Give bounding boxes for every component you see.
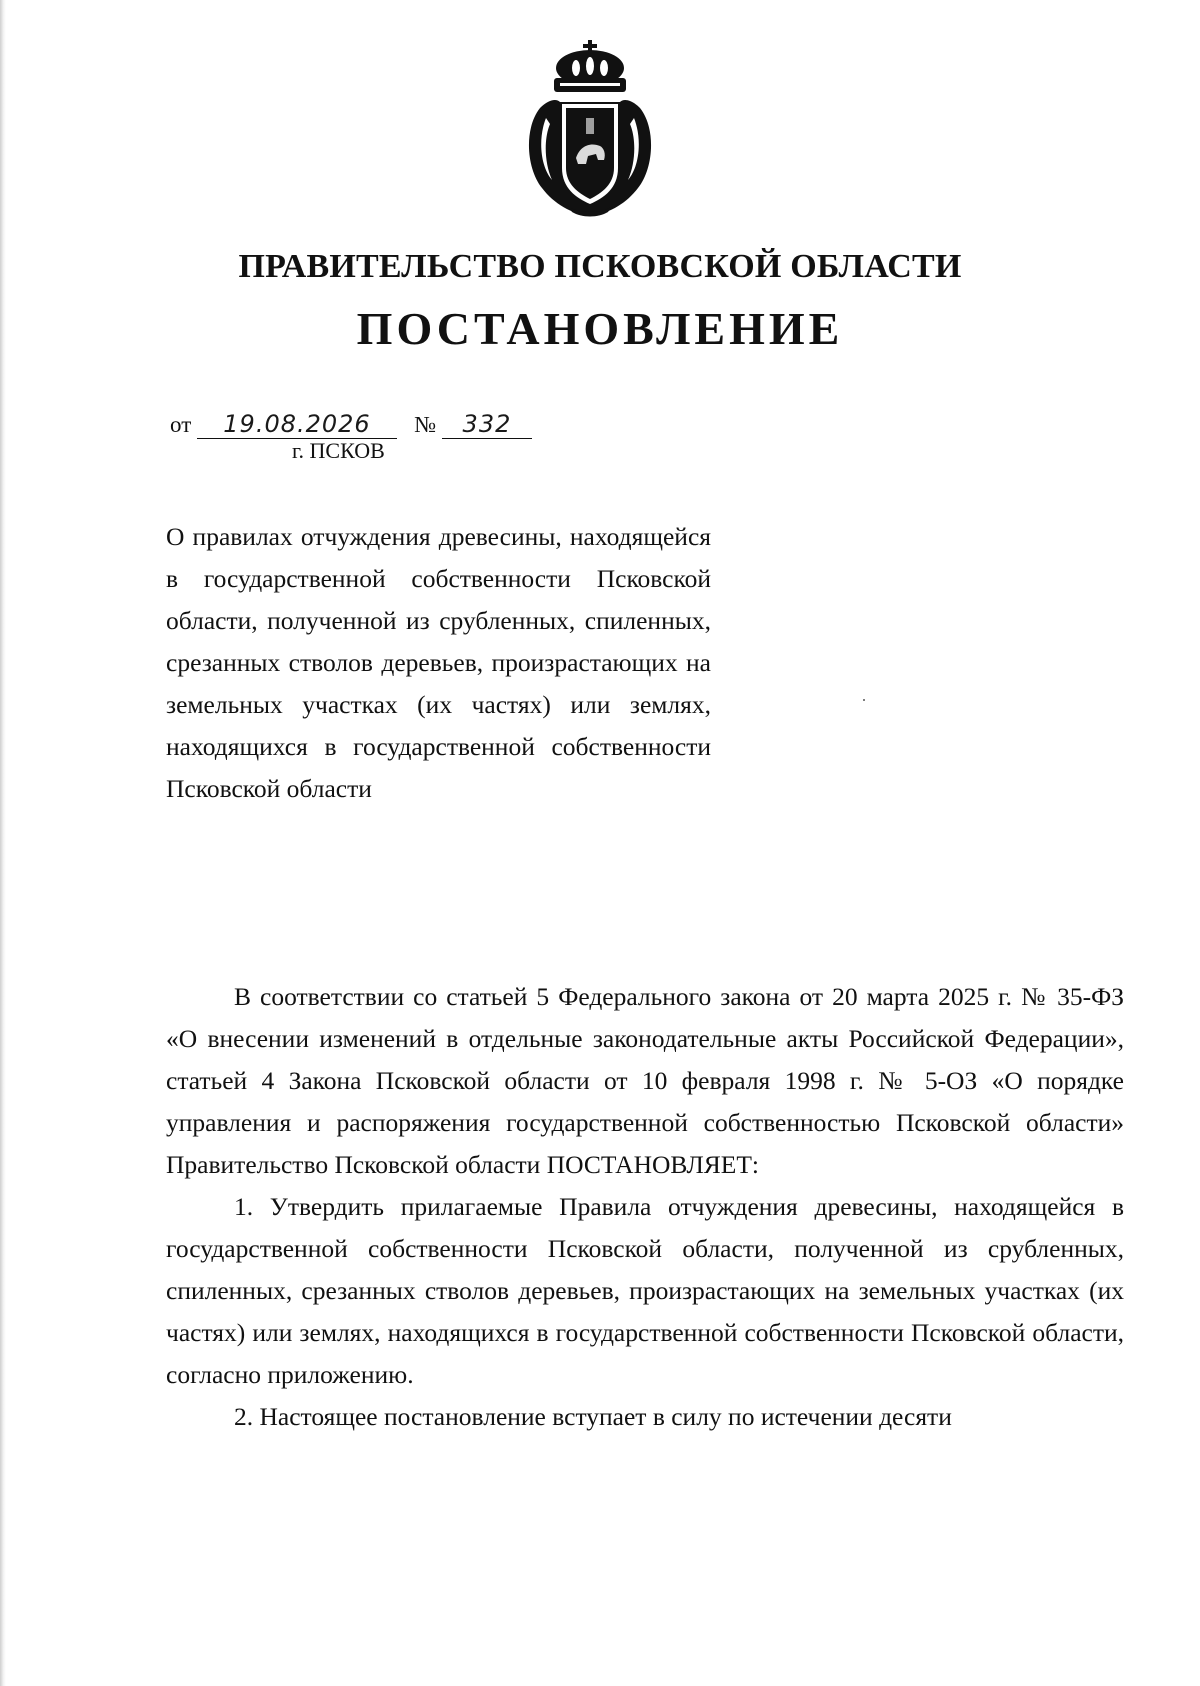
handwritten-date: 19.08.2026 [197,410,397,439]
scan-speck [863,699,865,701]
handwritten-number: 332 [442,410,532,439]
item-1-paragraph: 1. Утвердить прилагаемые Правила отчуждения древесины, находящейся в государственной собственности Псковской области, полученной из срубленных, спиленных, срезанных стволов деревьев, произрастающих на земельных участках (их частях) или землях, находящихся в государственной собственности Псковской области, согласно приложению. [166,1192,1124,1389]
document-body [166,976,1124,1438]
preamble-paragraph: В соответствии со статьей 5 Федерального закона от 20 марта 2025 г. № 35-ФЗ «О внесении изменений в отдельные законодательные акты Российской Федерации», статьей 4 Закона Псковской области от 10 февраля 1998 г. № 5-ОЗ «О порядке управления и распоряжения государственной собственностью Псковской области» Правительство Псковской области ПОСТАНОВЛЯЕТ: [166,982,1124,1179]
government-title: ПРАВИТЕЛЬСТВО ПСКОВСКОЙ ОБЛАСТИ [238,248,962,285]
from-label: от [170,412,192,437]
document-subject: О правилах отчуждения древесины, находящейся в государственной собственности Псковской области, полученной из срубленных, спиленных, срезанных стволов деревьев, произрастающих на земельных участках (их частях) или землях, находящихся в государственной собственности Псковской области [166,522,711,803]
date-number-line [170,410,532,439]
city-label: г. ПСКОВ [292,438,385,463]
coat-of-arms-icon [520,38,660,218]
document-type: ПОСТАНОВЛЕНИЕ [356,303,844,354]
number-label: № [414,412,437,437]
item-2-paragraph: 2. Настоящее постановление вступает в силу по истечении десяти [234,1402,952,1431]
